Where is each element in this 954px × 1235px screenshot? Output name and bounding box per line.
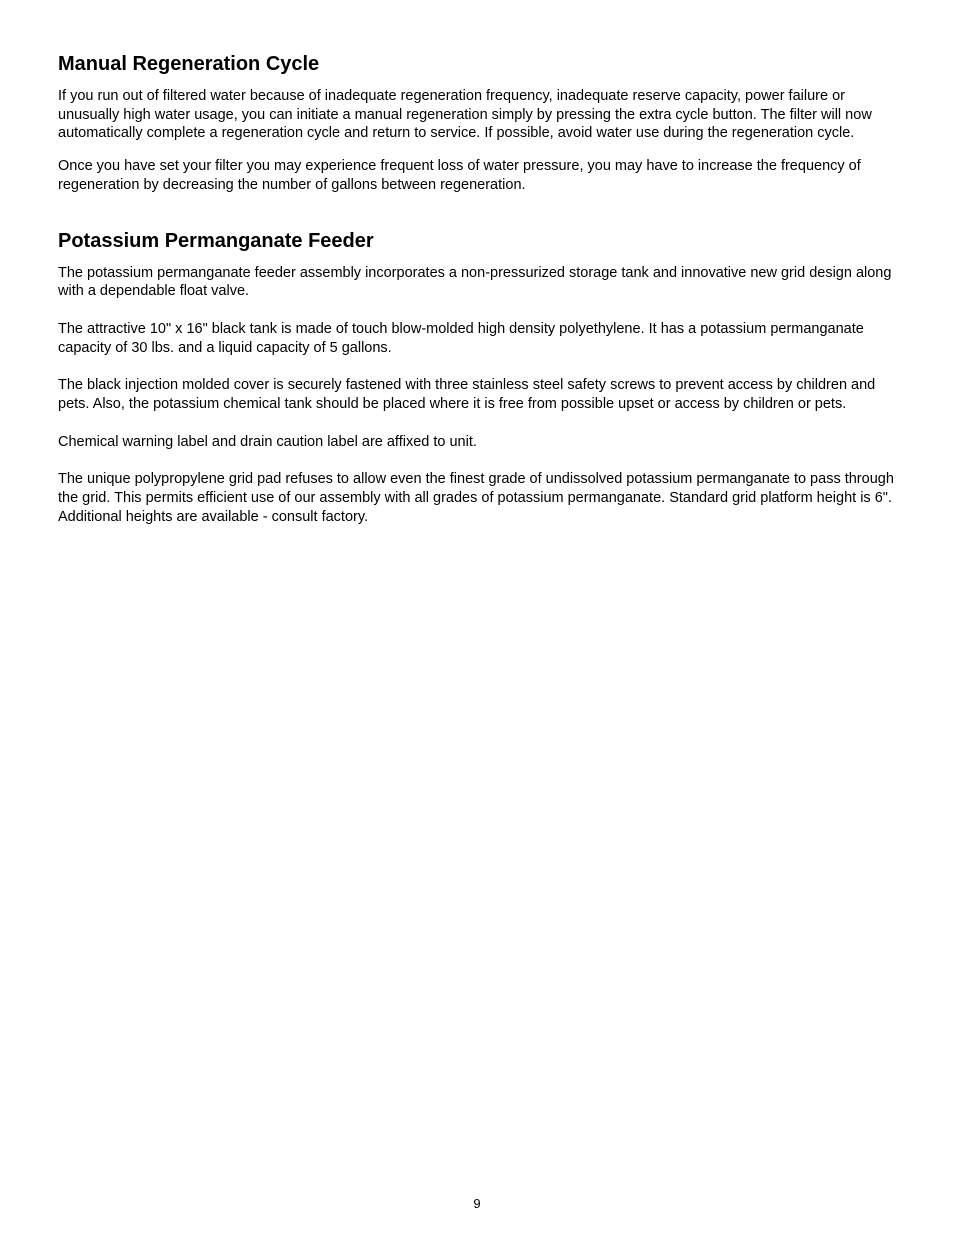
paragraph: Once you have set your filter you may experience frequent loss of water pressure, you may have to increase the frequency of regeneration by decreasing the number of gallons between regeneration.: [58, 158, 861, 193]
document-page: [58, 52, 896, 546]
paragraph: If you run out of filtered water because of inadequate regeneration frequency, inadequate reserve capacity, power failure or unusually high water usage, you can initiate a manual regeneration simply by pressing the extra cycle button. The filter will now automatically complete a regeneration cycle and return to service. If possible, avoid water use during the regeneration cycle.: [58, 88, 872, 142]
paragraph: Chemical warning label and drain caution label are affixed to unit.: [58, 433, 477, 450]
section-heading: Manual Regeneration Cycle: [58, 53, 320, 75]
page-number: 9: [473, 1196, 481, 1211]
paragraph: The potassium permanganate feeder assembly incorporates a non-pressurized storage tank and innovative new grid design along with a dependable float valve.: [58, 264, 892, 300]
section-potassium-feeder: [58, 229, 896, 527]
paragraph: The black injection molded cover is securely fastened with three stainless steel safety screws to prevent access by children and pets. Also, the potassium chemical tank should be placed where it is free from possible upset or access by children or pets.: [58, 377, 876, 413]
section-manual-regeneration: [58, 52, 896, 195]
section-heading: Potassium Permanganate Feeder: [58, 229, 374, 252]
paragraph: The attractive 10" x 16" black tank is made of touch blow-molded high density polyethylene. It has a potassium permanganate capacity of 30 lbs. and a liquid capacity of 5 gallons.: [58, 320, 864, 356]
paragraph: The unique polypropylene grid pad refuses to allow even the finest grade of undissolved potassium permanganate to pass through the grid. This permits efficient use of our assembly with all grades of potassium permanganate. Standard grid platform height is 6". Additional heights are available - consult factory.: [58, 471, 894, 525]
